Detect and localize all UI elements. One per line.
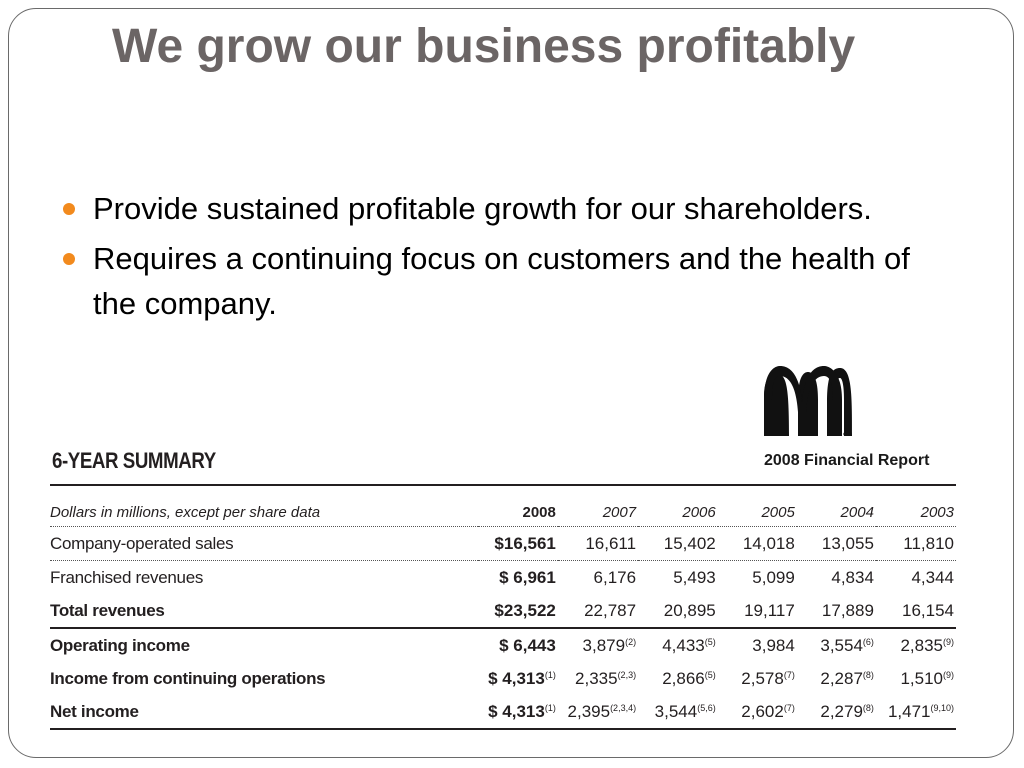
table-cell [638,628,718,662]
cell-value: 22,787 [584,600,637,620]
table-cell [478,628,558,662]
footnote-ref: (1) [544,669,556,680]
cell-value: 16,611 [585,533,637,553]
cell-value: 2,602 [741,701,784,721]
table-cell [558,628,638,662]
footnote-ref: (1) [544,702,556,713]
table-row [50,561,956,595]
year-header: 2006 [638,498,718,527]
cell-value: 2,335 [575,668,618,688]
year-header: 2007 [558,498,638,527]
table-cell [558,695,638,729]
cell-value: 3,879 [582,635,626,655]
year-header: 2005 [718,498,797,527]
footnote-ref: (8) [862,702,874,713]
bullet-text: Provide sustained profitable growth for our shareholders. [93,191,872,226]
table-cell [718,594,797,628]
table-cell [797,561,876,595]
cell-value: 14,018 [742,533,795,553]
cell-value: $16,561 [494,533,556,553]
cell-value: 3,984 [752,635,795,655]
footnote-ref: (7) [783,702,795,713]
bullet-list [60,186,940,331]
cell-value: 16,154 [902,600,954,620]
row-label: Total revenues [50,594,478,628]
table-cell [797,527,876,561]
footnote-ref: (8) [862,669,874,680]
cell-value: $ 4,313 [488,701,545,721]
footnote-ref: (6) [862,636,874,647]
table-row [50,662,956,695]
table-cell [876,662,956,695]
cell-value: 2,835 [900,635,943,655]
cell-value: 2,287 [820,668,863,688]
year-header: 2008 [478,498,558,527]
table-header-row [50,498,956,527]
row-label: Company-operated sales [50,527,478,561]
row-label: Income from continuing operations [50,668,326,688]
table-row [50,594,956,628]
table-cell [797,594,876,628]
arches-logo-icon [758,362,868,442]
table-cell [638,561,718,595]
footnote-ref: (9) [943,669,954,680]
cell-value: 3,554 [820,635,863,655]
table-cell [558,527,638,561]
row-label: Net income [50,695,478,729]
table-cell [638,527,718,561]
footnote-ref: (7) [783,669,795,680]
footnote-ref: (5) [704,669,716,680]
year-header: 2004 [797,498,876,527]
table-cell [558,594,638,628]
bullet-dot-icon [63,253,75,265]
cell-value: 13,055 [821,533,874,553]
table-cell [876,527,956,561]
table-row [50,695,956,729]
cell-value: 4,344 [911,567,954,587]
financial-summary-table [50,498,956,730]
table-cell [478,594,558,628]
table-cell [478,527,558,561]
report-label: 2008 Financial Report [764,452,930,469]
table-cell [638,695,718,729]
footnote-ref: (5) [704,636,716,647]
table-header-label: Dollars in millions, except per share data [50,498,478,527]
summary-title: 6-YEAR SUMMARY [52,448,216,473]
table-cell [718,527,797,561]
cell-value: $ 4,313 [488,668,545,688]
footnote-ref: (2,3,4) [610,702,637,713]
table-cell [558,662,638,695]
cell-value: 2,279 [820,701,863,721]
mcdonalds-logo [758,362,868,442]
bullet-item [60,186,940,231]
cell-value: 2,866 [662,668,705,688]
table-row [50,527,956,561]
table-row [50,628,956,662]
cell-value: $ 6,443 [499,635,556,655]
cell-value: 20,895 [663,600,716,620]
cell-value: 2,578 [741,668,784,688]
table-cell [797,628,876,662]
cell-value: $ 6,961 [499,567,556,587]
table-cell [558,561,638,595]
cell-value: 2,395 [567,701,611,721]
cell-value: 5,493 [673,567,716,587]
footnote-ref: (2,3) [617,669,637,680]
table-cell [638,662,718,695]
table-cell [718,695,797,729]
cell-value: $23,522 [494,600,556,620]
bullet-text: Requires a continuing focus on customers and the health of the company. [93,241,910,321]
cell-value: 3,544 [654,701,698,721]
table-cell [478,695,558,729]
cell-value: 11,810 [903,533,954,553]
table-cell [797,695,876,729]
table-cell [478,662,558,695]
cell-value: 15,402 [663,533,716,553]
table-cell [876,628,956,662]
row-label: Operating income [50,635,190,655]
cell-value: 6,176 [593,567,637,587]
footnote-ref: (9) [943,636,954,647]
cell-value: 4,834 [831,567,874,587]
summary-rule [50,484,956,486]
cell-value: 17,889 [821,600,874,620]
row-label: Franchised revenues [50,567,204,587]
table-cell [718,662,797,695]
table-cell [478,561,558,595]
table-cell [638,594,718,628]
table-cell [876,695,956,729]
year-header: 2003 [876,498,956,527]
footnote-ref: (9,10) [930,702,954,713]
table-cell [876,561,956,595]
slide-title: We grow our business profitably [112,20,856,73]
table-cell [876,594,956,628]
cell-value: 4,433 [662,635,705,655]
table-cell [797,662,876,695]
bullet-item [60,236,940,326]
table-cell [718,561,797,595]
table-cell [718,628,797,662]
cell-value: 1,510 [900,668,943,688]
cell-value: 1,471 [887,701,931,721]
bullet-dot-icon [63,203,75,215]
cell-value: 5,099 [752,567,795,587]
footnote-ref: (2) [625,636,637,647]
footnote-ref: (5,6) [697,702,716,713]
cell-value: 19,117 [744,600,795,620]
